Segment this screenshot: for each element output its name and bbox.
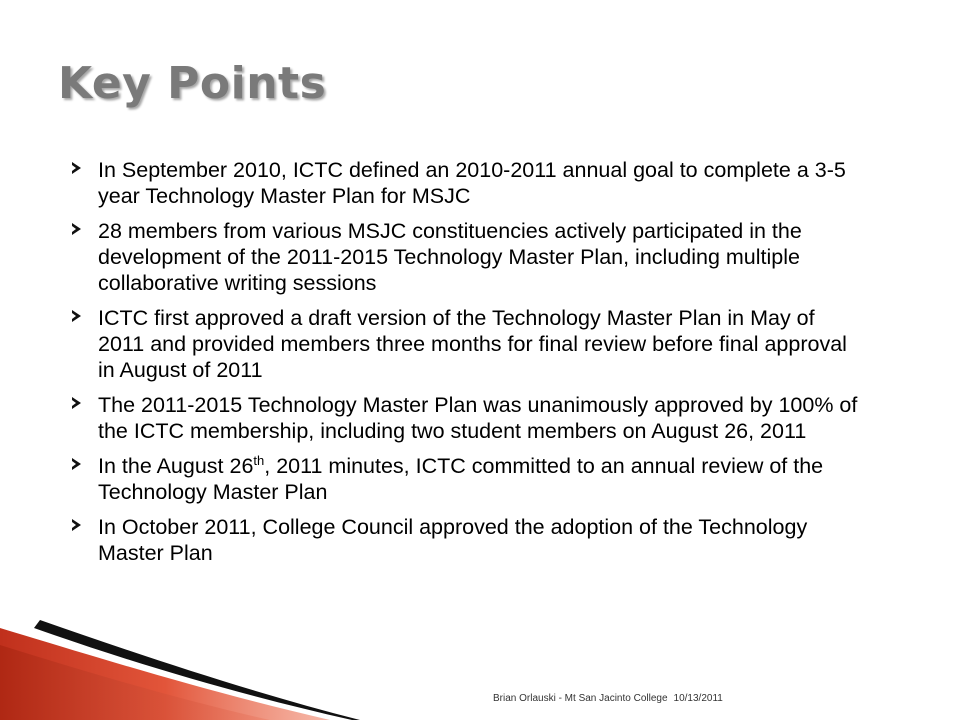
- arrow-bullet-icon: [72, 162, 81, 174]
- arrow-bullet-icon: [72, 397, 81, 409]
- decorative-swoosh: [0, 600, 400, 720]
- bullet-text: ICTC first approved a draft version of the Technology Master Plan in May of 2011 and provided members three months for final review before final approval in August of 2011: [98, 306, 847, 382]
- bullet-text: [98, 454, 823, 504]
- bullet-item: [70, 453, 860, 505]
- arrow-bullet-icon: [72, 458, 81, 470]
- bullet-text: 28 members from various MSJC constituencies actively participated in the development of the 2011-2015 Technology Master Plan, including multiple collaborative writing sessions: [98, 219, 802, 295]
- bullet-list: [70, 157, 860, 575]
- arrow-bullet-icon: [72, 223, 81, 235]
- arrow-bullet-icon: [72, 310, 81, 322]
- bullet-text-end: , 2011 minutes, ICTC committed to an annual review of the Technology Master Plan: [98, 454, 824, 504]
- bullet-item: [70, 157, 860, 209]
- bullet-text: In September 2010, ICTC defined an 2010-2011 annual goal to complete a 3-5 year Technology Master Plan for MSJC: [98, 158, 846, 208]
- bullet-item: [70, 392, 860, 444]
- slide-title: Key Points: [58, 58, 327, 109]
- bullet-item: [70, 514, 860, 566]
- bullet-item: [70, 305, 860, 383]
- bullet-item: [70, 218, 860, 296]
- footer-date: 10/13/2011: [673, 693, 723, 704]
- footer-author: Brian Orlauski - Mt San Jacinto College: [493, 693, 668, 704]
- bullet-text-start: In the August 26: [98, 454, 254, 478]
- footer: [493, 693, 723, 704]
- bullet-text: In October 2011, College Council approved the adoption of the Technology Master Plan: [98, 515, 808, 565]
- bullet-text: The 2011-2015 Technology Master Plan was unanimously approved by 100% of the ICTC membership, including two student members on August 26, 2011: [98, 393, 858, 443]
- arrow-bullet-icon: [72, 519, 81, 531]
- ordinal-suffix: th: [253, 452, 265, 468]
